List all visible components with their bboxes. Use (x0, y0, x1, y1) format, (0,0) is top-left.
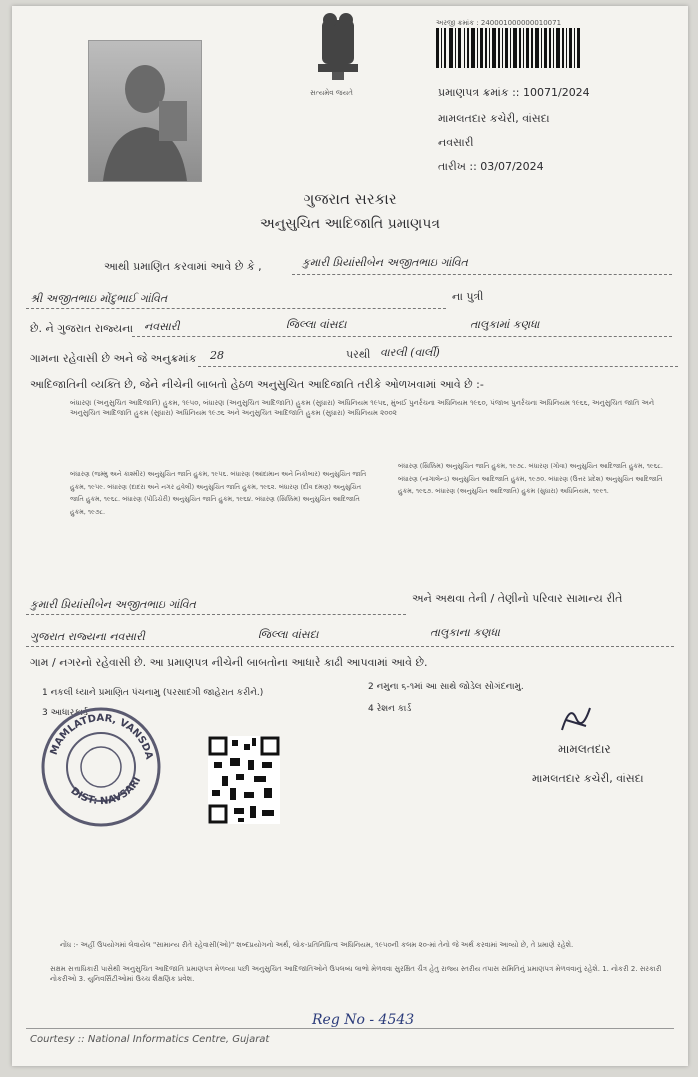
footer-note-2: સક્ષમ સત્તાધિકારી પાસેથી અનુસુચિત આદિજાતિ પ્રમાણપત્ર મેળવ્યા પછી અનુસુચિત આદિજાતિઓને ઉપલબ્ધ લાભો મેળવવા સુરક્ષિત ચૈત્ર હેતુ રાજ્ય સ્તરીય તપાસ સમિતિનું પ્રમાણપત્ર મેળવવાનું રહેશે. 1. નોકરી 2. સરકારી નોકરીઓ 3. યુનિવર્સિટીઓમાં ઉચ્ચ શૈક્ષણિક પ્રવેશ. (50, 965, 662, 983)
svg-text:DIST: NAVSARI (68, 775, 143, 807)
signatory-title: મામલતદાર (558, 742, 611, 756)
basis-line: ગામ / નગરનો રહેવાસી છે. આ પ્રમાણપત્ર નીચેની બાબતોના આધારે કાઢી આપવામાં આવે છે. (30, 656, 428, 669)
handwritten-registration: Reg No - 4543 (312, 1012, 415, 1028)
applicant-name: કુમારી પ્રિયાંસીબેન અજીતભાઇ ગાંવિત (302, 256, 468, 269)
state-line: છે. ને ગુજરાત રાજ્યના (30, 322, 134, 335)
document-item-3: 3 આધારકાર્ડ (42, 708, 88, 718)
courtesy-line: Courtesy :: National Informatics Centre, Gujarat (30, 1034, 270, 1045)
certificate-code: અરજી ક્રમાંક : 240001000000010071 (436, 19, 562, 27)
government-title: ગુજરાત સરકાર (303, 190, 397, 208)
tribe-label: પરથી (346, 348, 371, 361)
serial-number: 28 (210, 349, 224, 362)
seal-text-bottom: DIST: NAVSARI (68, 775, 144, 808)
seal-text-top: MAMLATDAR, VANSDA (48, 712, 155, 761)
village-name: નવસારી (144, 320, 180, 333)
certificate-page (12, 6, 688, 1066)
orders-list-left: બંધારણ (જમ્મુ અને કાશ્મીર) અનુસુચિત જાતિ હુકમ, ૧૯૫૬. બંધારણ (આંદામાન અને નિકોબાર) અનુસુચિત જાતિ હુકમ, ૧૯૫૯. બંધારણ (દાદરા અને નગર હવેલી) અનુસુચિત જાતિ હુકમ, ૧૯૬૨. બંધારણ (દીવ દમણ) અનુસુચિત જાતિ હુકમ, ૧૯૬૮. બંધારણ (પોંડિચેરી) અનુસુચિત જાતિ હુકમ, ૧૯૬૪. બંધારણ (સિક્કિમ) અનુસુચિત આદિજાતિ હુકમ, ૧૯૭૮. (70, 470, 367, 516)
daughter-of-label: ના પુત્રી (452, 290, 484, 303)
document-item-1: 1 નકલી ધ્યાને પ્રમાણિત પંચનામુ (પરસાદગી જાહેરાત કરીને.) (42, 688, 264, 698)
issuing-office: મામલતદાર કચેરી, વાંસદા (438, 112, 550, 125)
tribe-declaration: આદિજાતિની વ્યક્તિ છે, જેને નીચેની બાબતો હેઠળ અનુસુચિત આદિજાતિ તરીકે ઓળખવામાં આવે છે :- (30, 378, 484, 391)
signatory-office: મામલતદાર કચેરી, વાંસદા (532, 772, 644, 785)
district-name: જિલ્લા વાંસદા (286, 318, 347, 331)
barcode (436, 28, 582, 68)
certify-line: આથી પ્રમાણિત કરવામાં આવે છે કે , (104, 260, 262, 273)
document-item-2: 2 નમુના ૬-૧માં આ સાથે જોડેલ સોગંદનામુ. (368, 682, 524, 692)
district-2: જિલ્લા વાંસદા (258, 628, 319, 641)
office-seal-stamp (40, 706, 162, 828)
certificate-title: અનુસુચિત આદિજાતિ પ્રમાણપત્ર (260, 216, 440, 232)
father-name: શ્રી અજીતભાઇ મોંદુભાઈ ગાંવિત (30, 292, 168, 305)
certificate-number: પ્રમાણપત્ર ક્રમાંક :: 10071/2024 (438, 86, 590, 99)
issue-date: તારીખ :: 03/07/2024 (438, 160, 544, 173)
orders-list-right: બંધારણ (સિક્કિમ) અનુસુચિત જાતિ હુકમ, ૧૯૭૮. બંધારણ (ગોવા) અનુસુચિત આદિજાતિ હુકમ, ૧૯૬૮. બંધારણ (નાગાલેન્ડ) અનુસુચિત આદિજાતિ હુકમ, ૧૯૭૦. બંધારણ (ઉત્તર પ્રદેશ) અનુસુચિત આદિજાતિ હુકમ, ૧૯૬૭. બંધારણ (અનુસુચિત આદિજાતિ) હુકમ (સુધારા) અધિનિયમ, ૧૯૯૧. (398, 462, 664, 495)
state-village-2: ગુજરાત રાજ્યના નવસારી (30, 630, 145, 643)
taluka-name: તાલુકામાં કણધા (470, 318, 540, 331)
office-place: નવસારી (438, 136, 474, 149)
applicant-photo (88, 40, 202, 182)
officer-signature (556, 700, 596, 740)
qr-code (208, 736, 280, 824)
national-emblem-icon (308, 10, 368, 96)
family-line: અને અથવા તેની / તેણીનો પરિવાર સામાન્ય રીતે (412, 592, 623, 605)
footer-note-1: નોંધ :- અહીં ઉપયોગમાં લેવાયેલ "સામાન્ય રીતે રહેવાસી(ઓ)" શબ્દપ્રયોગનો અર્થ, લોક-પ્રતિનિધિત્વ અધિનિયમ, ૧૯૫૦ની કલમ ૨૦-માં તેનો જે અર્થ કરવામાં આવ્યો છે, તે પ્રમાણે રહેશે. (60, 941, 574, 949)
document-item-4: 4 રેશન કાર્ડ (368, 704, 412, 714)
emblem-caption: સત્યમેવ જયતે (310, 89, 353, 97)
tribe-name: વારલી (વાર્લી) (380, 346, 440, 359)
resident-line: ગામના રહેવાસી છે અને જે અનુક્રમાંક (30, 352, 197, 365)
taluka-2: તાલુકાના કણધા (430, 626, 500, 639)
legal-text-block: બંધારણ (અનુસુચિત આદિજાતિ) હુકમ, ૧૯૫૦, બંધારણ (અનુસુચિત આદિજાતિ) હુકમ (સુધારા) અધિનિયમ ૧૯૫૬, મુંબઈ પુનર્રચના અધિનિયમ ૧૯૬૦, પંજાબ પુનર્રચના અધિનિયમ ૧૯૬૬, અનુસુચિત જાતિ અને અનુસુચિત આદિજાતિ હુકમ (સુધારા) અધિનિયમ ૧૯૭૬ અને અનુસુચિત આદિજાતિ હુકમ (સુધારા) અધિનિયમ ૨૦૦૨ (70, 399, 655, 417)
applicant-name-2: કુમારી પ્રિયાંસીબેન અજીતભાઇ ગાંવિત (30, 598, 196, 611)
